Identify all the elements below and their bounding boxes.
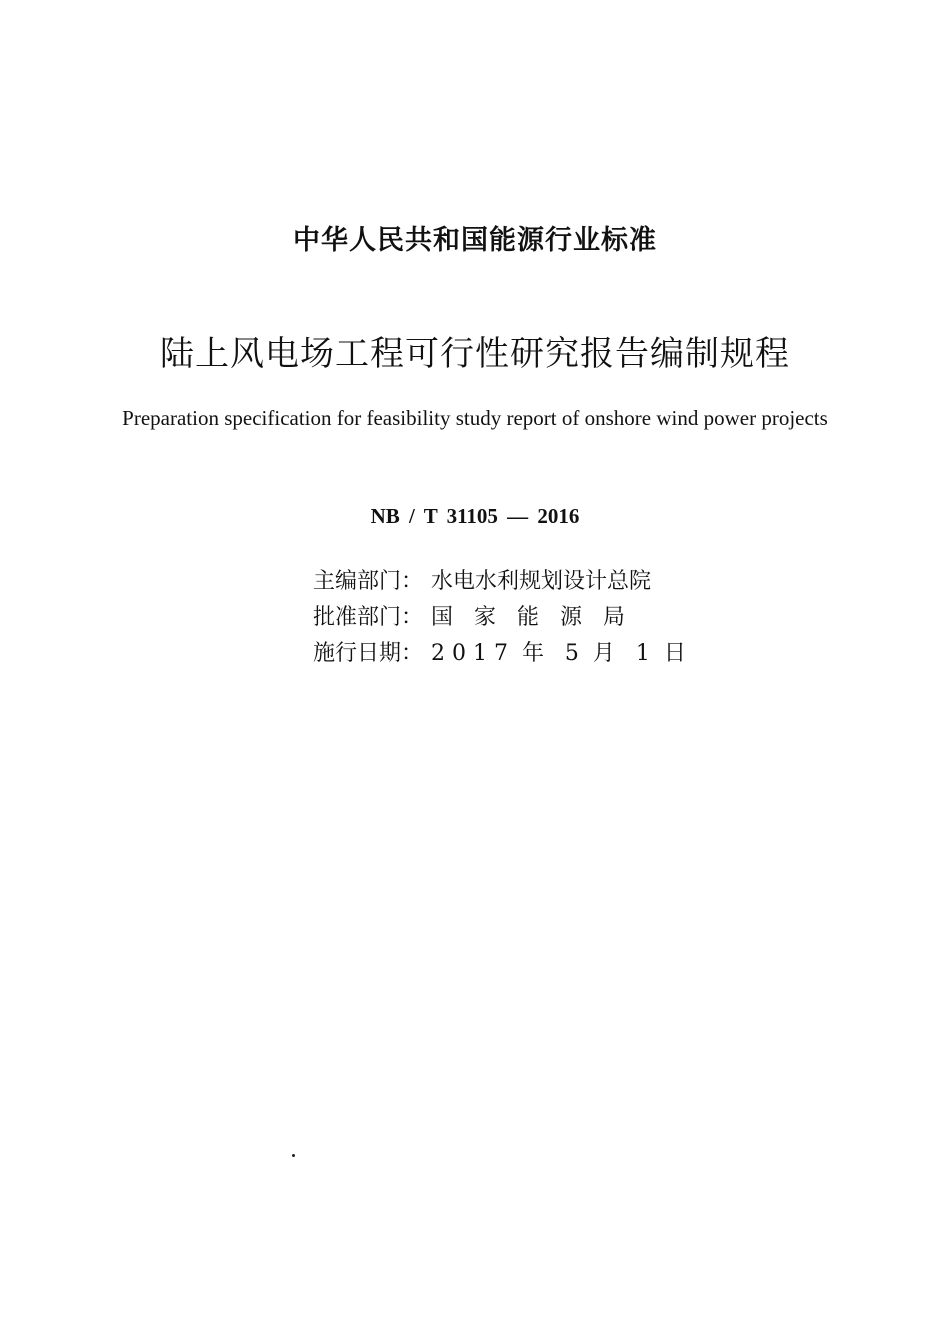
approval-dept-value: 国 家 能 源 局	[431, 605, 625, 630]
effective-date-label: 施行日期：	[313, 641, 424, 666]
issuer-heading: 中华人民共和国能源行业标准	[293, 225, 657, 256]
stray-dot-mark	[292, 1154, 295, 1157]
standard-code: NB / T 31105 — 2016	[370, 504, 580, 528]
approval-dept-row	[313, 600, 693, 636]
chief-editor-value: 水电水利规划设计总院	[431, 569, 652, 594]
effective-date-value: 2 0 1 7 年 5 月 1 日	[431, 641, 686, 666]
document-title-english: Preparation specification for feasibility study report of onshore wind power projects	[122, 406, 828, 430]
document-title-chinese: 陆上风电场工程可行性研究报告编制规程	[160, 334, 790, 374]
chief-editor-row	[313, 564, 693, 600]
chief-editor-label: 主编部门：	[313, 569, 424, 594]
document-metadata	[313, 564, 693, 672]
effective-date-row	[313, 636, 693, 672]
approval-dept-label: 批准部门：	[313, 605, 424, 630]
